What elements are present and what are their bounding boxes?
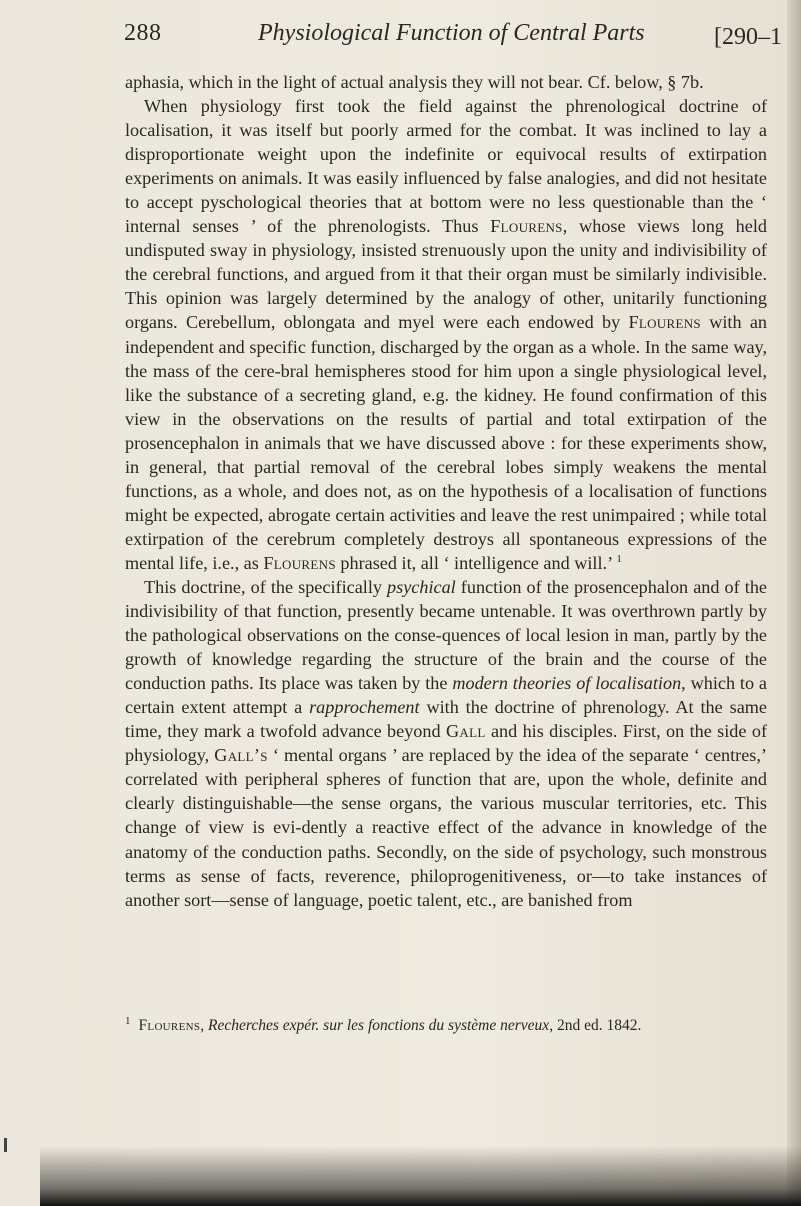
paragraph-continuation: aphasia, which in the light of actual analysis they will not bear. Cf. below, § 7b. xyxy=(125,72,704,92)
author-name: Gall’s xyxy=(214,745,268,766)
footnote-reference: 1 xyxy=(616,552,622,565)
author-name: Flourens xyxy=(628,312,701,333)
footnote-title: Recherches expér. sur les fonctions du système nerveux xyxy=(208,1017,550,1035)
text-run: phrased it, all ‘ intelligence and will.’ xyxy=(335,552,617,573)
footnote-edition: , 2nd ed. 1842. xyxy=(549,1017,642,1035)
text-run: ‘ mental organs ’ are replaced by the idea of the separate ‘ centres,’ correlated with peripheral spheres of function that are, upon the whole, definite and clearly distinguishable—the sense organs, the various muscular territories, etc. This change of view is evi-dently a reactive effect of the advance in knowledge of the anatomy of the conduction paths. Secondly, on the side of psychology, such monstrous terms as sense of facts, reverence, philoprogenitiveness, or—to take instances of another sort—sense of language, poetic talent, etc., are banished from xyxy=(125,745,767,910)
text-run: This doctrine, of the specifically xyxy=(144,576,388,597)
section-reference: [290–1 xyxy=(714,24,782,50)
text-run: with the doctrine of phrenology. At the same time, they mark a twofold advance beyond xyxy=(125,697,767,742)
page-bottom-shadow xyxy=(40,1146,801,1206)
page-edge xyxy=(787,0,801,1206)
text-run: When physiology first took the field against the phrenological doctrine of localisation, it was itself but poorly armed for the combat. It was inclined to lay a disproportionate weight upon the indefinite or equivocal results of extirpation experiments on animals. It was easily influenced by false analogies, and did not hesitate to accept pyschological theories that at bottom were no less questionable than the ‘ internal senses ’ of the phrenologists. Thus xyxy=(125,96,767,237)
emphasis: psychical xyxy=(387,576,456,597)
running-title: Physiological Function of Central Parts xyxy=(258,20,645,46)
paragraph-flourens-doctrine xyxy=(125,94,767,575)
text-run: , whose views long held undisputed sway in physiology, insisted strenuously upon the unity and indivisibility of the cerebral functions, and argued from it that their organ must be similarly indivisible. This opinion was largely determined by the analogy of other, unitarily functioning organs. Cerebellum, oblongata and myel were each endowed by xyxy=(125,216,767,333)
text-run: , which to a certain extent attempt a xyxy=(125,673,767,718)
emphasis: modern theories of localisation xyxy=(452,673,682,694)
text-run: with an independent and specific function, discharged by the organ as a whole. In the same way, the mass of the cere-bral hemispheres stood for him upon a single physiological level, like the substance of a secreting gland, e.g. the kidney. He found confirmation of this view in the observations on the results of partial and total extirpation of the prosencephalon in animals that we have discussed above : for these experiments show, in general, that partial removal of the cerebral lobes simply weakens the mental functions, as a whole, and does not, as on the hypothesis of a localisation of functions might be expected, abrogate certain activities and leave the rest unimpaired ; while total extirpation of the cerebrum completely destroys all spontaneous expressions of the mental life, i.e., as xyxy=(125,312,767,573)
paragraph-modern-theories xyxy=(125,575,767,912)
margin-mark xyxy=(4,1138,7,1152)
footnote: $^1$ Flourens, Recherches expér. sur les fonctions du système nerveux, 2nd ed. 1842. xyxy=(125,1015,642,1035)
body-text xyxy=(125,70,767,912)
emphasis: rapprochement xyxy=(309,697,420,718)
running-header xyxy=(118,18,782,58)
page-number: 288 xyxy=(124,20,162,46)
footnote-mark: 1 xyxy=(125,1015,131,1027)
footnote-author: Flourens xyxy=(138,1017,201,1035)
author-name: Gall xyxy=(445,721,486,742)
text-run: and his disciples. First, on the side of physiology, xyxy=(125,721,767,766)
author-name: Flourens xyxy=(490,216,563,237)
author-name: Flourens xyxy=(263,552,336,573)
text-run: function of the prosencephalon and of the indivisibility of that function, presently became untenable. It was overthrown partly by the pathological observations on the conse-quences of local lesion in man, partly by the growth of knowledge regarding the structure of the brain and the course of the conduction paths. Its place was taken by the xyxy=(125,576,767,694)
